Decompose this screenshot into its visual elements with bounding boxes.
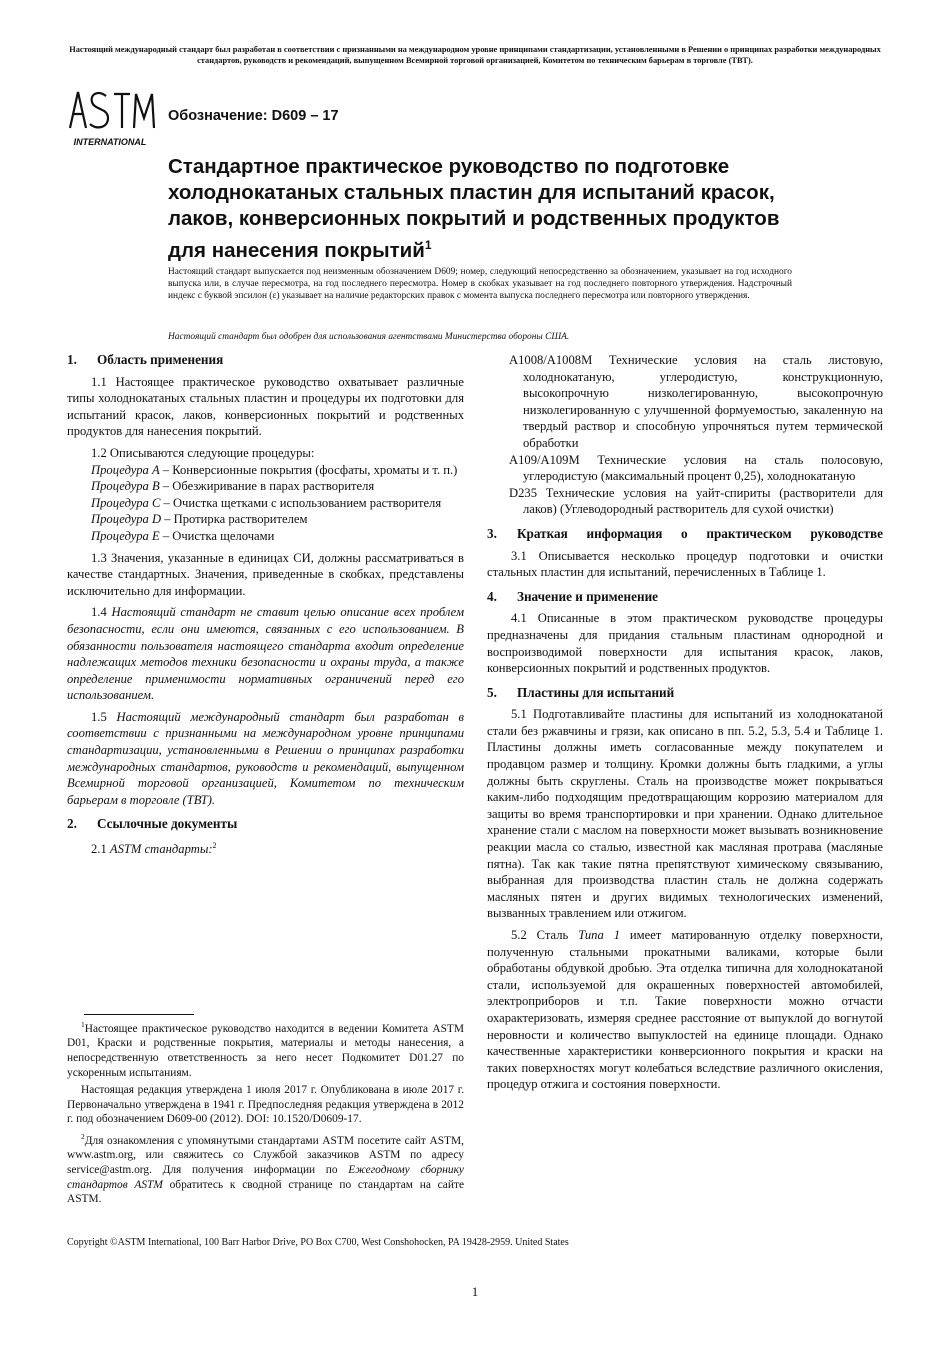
paragraph-5-2 bbox=[487, 927, 883, 1093]
procedure-item bbox=[67, 528, 464, 545]
paragraph-text: Настоящий стандарт не ставит целью описание всех проблем безопасности, если они имеются, связанных с его использованием. В обязанности пользователя настоящего стандарта входит определение надлежащих методов техники безопасности и охраны труда, а также определение применимости нормативных ограничений перед его использованием. bbox=[67, 605, 464, 703]
page-title bbox=[168, 154, 808, 264]
paragraph-text: Настоящий международный стандарт был разработан в соответствии с признанными на международном уровне принципами стандартизации, установленными в Решении о принципах разработки международных стандартов, руководств и рекомендаций, выпущенном Всемирной торговой организацией, Комитетом по техническим барьерам в торговле (ТВТ). bbox=[67, 709, 464, 807]
procedure-item bbox=[67, 462, 464, 479]
procedure-text: – Очистка щелочами bbox=[159, 528, 275, 543]
paragraph-5-1: 5.1 Подготавливайте пластины для испытаний из холоднокатаной стали без ржавчины и грязи, как описано в пп. 5.2, 5.3, 5.4 и Таблице 1. Пластины должны иметь согласованные между покупателем и продавцом размер и толщину. Кромки должны быть гладкими, а углы должны быть скруглены. Сталь на производстве может покрываться каким-либо подходящим предотвращающим коррозию материалом для защиты во время транспортировки и при хранении. Однако длительное хранение стали с маслом на поверхности может вызывать возникновение реакции масла со сталью, известной как масляная протрава (масляные пятна). Так как такие пятна препятствуют химическому связыванию, выбранная для производства пластин сталь не должна содержать масляных пятен и других видимых технологических изменений, вызванных травлением или отжигом. bbox=[487, 707, 883, 921]
paragraph-2-1 bbox=[67, 838, 464, 858]
paragraph-text: имеет матированную отделку поверхности, полученную стальными прокатными валиками, которые были обработаны обдувкой дробью. Эта отделка типична для холоднокатаной стали, используемой для окрашенных поверхностей автомобилей, электроприборов и т.п. Такие поверхности можно отчасти охарактеризовать, измеряя среднее расстояние от выпуклой до вогнутой неровности и количество выпуклостей на единице площади. Однако качественные характеристики конверсионного покрытия и краски на таких поверхностях могут колебаться вследствие различного окисления, процедур отжига и состояния поверхности. bbox=[487, 928, 883, 1092]
paragraph-4-1: 4.1 Описанные в этом практическом руководстве процедуры предназначены для придания стальным пластинам однородной и воспроизводимой поверхности для испытания красок, лаков, конверсионных покрытий и родственных продуктов. bbox=[487, 611, 883, 676]
paragraph-number: 1.4 bbox=[91, 605, 107, 620]
page-number: 1 bbox=[471, 1284, 479, 1299]
header-notice: Настоящий международный стандарт был разработан в соответствии с признанными на международном уровне принципами стандартизации, установленными в Решении о принципах разработки международных стандартов, руководств и рекомендаций, выпущенном Всемирной торговой организацией, Комитетом по техническим барьерам в торговле (ТВТ). bbox=[69, 45, 881, 65]
procedure-text: – Очистка щетками с использованием растворителя bbox=[160, 495, 442, 510]
section-number: 2. bbox=[67, 816, 77, 832]
paragraph-text: ASTM стандарты: bbox=[109, 842, 213, 857]
section-title: Ссылочные документы bbox=[97, 816, 238, 832]
section-4-heading bbox=[487, 589, 883, 606]
section-2-heading bbox=[67, 816, 464, 833]
footnote-2 bbox=[67, 1130, 464, 1207]
procedure-item bbox=[67, 478, 464, 495]
footnote-1 bbox=[67, 1018, 464, 1080]
paragraph-text: 5.2 Сталь bbox=[511, 928, 579, 942]
issue-note: Настоящий стандарт выпускается под неизменным обозначением D609; номер, следующий непосредственно за обозначением, указывает на год исходного выпуска или, в случае пересмотра, на год последнего пересмотра. Номер в скобках указывает на год последнего повторного утверждения. Надстрочный индекс с буквой эпсилон (ε) указывает на наличие редакторских правок с момента выпуска последнего пересмотра или повторного утверждения. bbox=[168, 267, 792, 302]
section-number: 1. bbox=[67, 352, 77, 367]
section-number: 3. bbox=[487, 525, 497, 541]
section-title: Область применения bbox=[97, 352, 224, 367]
section-number: 4. bbox=[487, 588, 497, 604]
procedure-name: Процедура E bbox=[91, 528, 160, 543]
copyright: Copyright ©ASTM International, 100 Barr Harbor Drive, PO Box C700, West Conshohocken, PA 19428-2959. United States bbox=[67, 1237, 569, 1248]
astm-logo bbox=[62, 82, 160, 148]
section-3-heading bbox=[487, 526, 883, 543]
title-footnote-mark: 1 bbox=[424, 238, 432, 252]
paragraph-1-2: 1.2 Описываются следующие процедуры: bbox=[91, 445, 315, 460]
reference-item: D235 Технические условия на уайт-спириты (растворители для лаков) (Углеводородный растворитель для сухой очистки) bbox=[509, 485, 883, 517]
title-text: Стандартное практическое руководство по подготовке холоднокатаных стальных пластин для испытаний красок, лаков, конверсионных покрытий и родственных продуктов для нанесения покрытий bbox=[168, 155, 780, 262]
left-column bbox=[67, 352, 464, 858]
footnote-text: Для ознакомления с упомянутыми стандартами ASTM посетите сайт ASTM, www.astm.org, или свяжитесь со Службой заказчиков ASTM по адресу service@astm.org. Для получения информации по bbox=[67, 1134, 464, 1176]
procedure-item bbox=[67, 511, 464, 528]
designation: Обозначение: D609 – 17 bbox=[168, 108, 339, 124]
paragraph-1-3: 1.3 Значения, указанные в единицах СИ, должны рассматриваться в качестве стандартных. Значения, приведенные в скобках, представлены исключительно для информации. bbox=[67, 550, 464, 598]
paragraph-1-1: 1.1 Настоящее практическое руководство охватывает различные типы холоднокатаных стальных пластин и процедуры их подготовки для испытаний красок, лаков, конверсионных покрытий и родственных продуктов для нанесения покрытий. bbox=[67, 374, 464, 439]
paragraph-3-1: 3.1 Описывается несколько процедур подготовки и очистки стальных пластин для испытаний, перечисленных в Таблице 1. bbox=[487, 548, 883, 580]
procedure-name: Процедура B bbox=[91, 479, 160, 494]
procedure-text: – Протирка растворителем bbox=[161, 512, 308, 527]
reference-item: A1008/A1008M Технические условия на сталь листовую, холоднокатаную, углеродистую, конструкционную, высокопрочную низколегированную, высокопрочную низколегированную с улучшенной формуемостью, закаленную на твердый раствор и способную упрочняться путем термической обработки bbox=[509, 353, 883, 450]
section-number: 5. bbox=[487, 684, 497, 700]
reference-item: A109/A109M Технические условия на сталь полосовую, углеродистую (максимальный процент 0,25), холоднокатаную bbox=[509, 452, 883, 484]
section-title: Значение и применение bbox=[517, 588, 659, 604]
footnote-number: 1 bbox=[81, 1020, 85, 1029]
section-5-heading bbox=[487, 685, 883, 702]
section-title: Краткая информация о практическом руководстве bbox=[517, 525, 883, 541]
paragraph-1-4 bbox=[67, 604, 464, 704]
footnote-divider bbox=[84, 1014, 194, 1015]
footnote-text: обратитесь к сводной странице по стандартам на сайте ASTM. bbox=[67, 1178, 464, 1206]
paragraph-number: 2.1 bbox=[91, 842, 107, 857]
paragraph-number: 1.5 bbox=[91, 709, 107, 724]
right-column bbox=[487, 352, 883, 1093]
footnote-number: 2 bbox=[81, 1131, 85, 1141]
section-title: Пластины для испытаний bbox=[517, 684, 675, 700]
procedure-text: – Обезжиривание в парах растворителя bbox=[159, 479, 375, 494]
paragraph-1-5 bbox=[67, 709, 464, 809]
footnote-italic: Ежегодному сборнику стандартов ASTM bbox=[67, 1163, 464, 1191]
procedure-text: – Конверсионные покрытия (фосфаты, хроматы и т. п.) bbox=[159, 462, 458, 477]
section-1-heading bbox=[67, 352, 464, 369]
logo-subtitle: INTERNATIONAL bbox=[73, 137, 147, 147]
footnote-mark: 2 bbox=[212, 841, 217, 851]
procedure-name: Процедура D bbox=[91, 512, 162, 527]
procedure-name: Процедура A bbox=[91, 462, 160, 477]
procedure-name: Процедура C bbox=[91, 495, 161, 510]
procedure-item bbox=[67, 495, 464, 512]
footnotes bbox=[67, 1018, 464, 1210]
approval-note: Настоящий стандарт был одобрен для использования агентствами Министерства обороны США. bbox=[168, 332, 570, 342]
footnote-text: Настоящее практическое руководство находится в ведении Комитета ASTM D01, Краски и родственные покрытия, материалы и методы нанесения, а непосредственную ответственность за него несет Подкомитет D01.27 по ускоренным испытаниям. bbox=[67, 1022, 464, 1079]
footnote-1-continued: Настоящая редакция утверждена 1 июля 2017 г. Опубликована в июле 2017 г. Первоначально утверждена в 1941 г. Предпоследняя редакция утверждена в 2012 г. под обозначением D609-00 (2012). DOI: 10.1520/D0609-17. bbox=[67, 1084, 464, 1126]
steel-type: Типа 1 bbox=[578, 928, 620, 942]
